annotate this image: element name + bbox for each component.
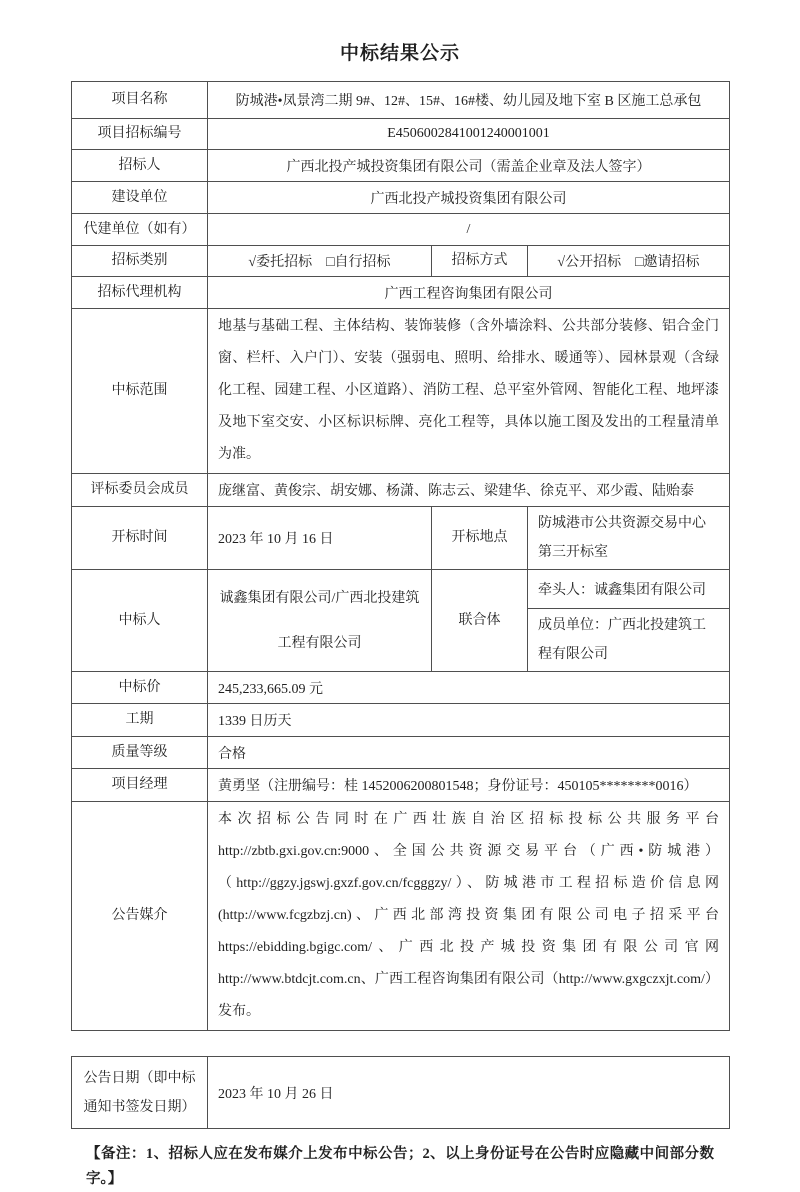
row-tender-category <box>72 246 730 277</box>
consortium-label: 联合体 <box>432 570 528 672</box>
remark-note: 【备注：1、招标人应在发布媒介上发布中标公告；2、以上身份证号在公告时应隐藏中间部分数字。】 <box>86 1146 714 1187</box>
announcement-media-value: 本次招标公告同时在广西壮族自治区招标投标公共服务平台http://zbtb.gxi.gov.cn:9000、全国公共资源交易平台（广西•防城港）（http://ggzy.jgswj.gxzf.gov.cn/fcgggzy/）、防城港市工程招标造价信息网(http://www.fcgzbzj.cn)、广西北部湾投资集团有限公司电子招采平台https://ebidding.bgigc.com/、广西北投产城投资集团有限公司官网http://www.btdcjt.com.cn、广西工程咨询集团有限公司（http://www.gxgczxjt.com/）发布。 <box>208 802 730 1031</box>
page-title: 中标结果公示 <box>339 42 460 64</box>
agent-unit-value: / <box>208 214 730 246</box>
row-announcement-date <box>72 1057 730 1129</box>
tender-method-label: 招标方式 <box>432 246 528 277</box>
bid-number-value: E4506002841001240001001 <box>208 119 730 150</box>
tenderer-label: 招标人 <box>72 150 208 182</box>
duration-label: 工期 <box>72 704 208 737</box>
scope-label: 中标范围 <box>72 309 208 474</box>
row-announcement-media <box>72 802 730 1031</box>
row-winner <box>72 570 730 609</box>
tender-category-label: 招标类别 <box>72 246 208 277</box>
row-project-name <box>72 82 730 119</box>
row-agent-unit <box>72 214 730 246</box>
row-bid-price <box>72 672 730 704</box>
bid-opening-time-value: 2023 年 10 月 16 日 <box>208 507 432 570</box>
tender-category-value: √委托招标 □自行招标 <box>208 246 432 277</box>
bid-opening-time-label: 开标时间 <box>72 507 208 570</box>
evaluation-committee-value: 庞继富、黄俊宗、胡安娜、杨潇、陈志云、梁建华、徐克平、邓少霞、陆贻泰 <box>208 474 730 507</box>
duration-value: 1339 日历天 <box>208 704 730 737</box>
bid-price-value: 245,233,665.09 元 <box>208 672 730 704</box>
quality-grade-value: 合格 <box>208 737 730 769</box>
project-name-label: 项目名称 <box>72 82 208 119</box>
bid-opening-place-label: 开标地点 <box>432 507 528 570</box>
bid-opening-place-value: 防城港市公共资源交易中心第三开标室 <box>528 507 730 570</box>
announcement-date-value: 2023 年 10 月 26 日 <box>208 1057 730 1129</box>
bid-result-table <box>71 81 730 1031</box>
row-construction-unit <box>72 182 730 214</box>
agency-value: 广西工程咨询集团有限公司 <box>208 277 730 309</box>
row-quality-grade <box>72 737 730 769</box>
row-tenderer <box>72 150 730 182</box>
announcement-date-table <box>71 1056 730 1129</box>
project-name-value: 防城港•凤景湾二期 9#、12#、15#、16#楼、幼儿园及地下室 B 区施工总承包 <box>208 82 730 119</box>
construction-unit-value: 广西北投产城投资集团有限公司 <box>208 182 730 214</box>
construction-unit-label: 建设单位 <box>72 182 208 214</box>
announcement-media-label: 公告媒介 <box>72 802 208 1031</box>
project-manager-label: 项目经理 <box>72 769 208 802</box>
scope-value: 地基与基础工程、主体结构、装饰装修（含外墙涂料、公共部分装修、铝合金门窗、栏杆、入户门）、安装（强弱电、照明、给排水、暖通等）、园林景观（含绿化工程、园建工程、小区道路）、消防工程、总平室外管网、智能化工程、地坪漆及地下室交安、小区标识标牌、亮化工程等，具体以施工图及发出的工程量清单为准。 <box>208 309 730 474</box>
table-gap <box>0 1031 800 1056</box>
row-bid-opening <box>72 507 730 570</box>
winner-label: 中标人 <box>72 570 208 672</box>
row-scope <box>72 309 730 474</box>
row-agency <box>72 277 730 309</box>
bid-price-label: 中标价 <box>72 672 208 704</box>
winner-value: 诚鑫集团有限公司/广西北投建筑工程有限公司 <box>208 570 432 672</box>
tender-method-value: √公开招标 □邀请招标 <box>528 246 730 277</box>
agency-label: 招标代理机构 <box>72 277 208 309</box>
row-project-manager <box>72 769 730 802</box>
row-bid-number <box>72 119 730 150</box>
tenderer-value: 广西北投产城投资集团有限公司（需盖企业章及法人签字） <box>208 150 730 182</box>
evaluation-committee-label: 评标委员会成员 <box>72 474 208 507</box>
quality-grade-label: 质量等级 <box>72 737 208 769</box>
bid-number-label: 项目招标编号 <box>72 119 208 150</box>
consortium-leader: 牵头人：诚鑫集团有限公司 <box>528 570 730 609</box>
row-evaluation-committee <box>72 474 730 507</box>
agent-unit-label: 代建单位（如有） <box>72 214 208 246</box>
project-manager-value: 黄勇坚（注册编号：桂 1452006200801548；身份证号：450105********0016） <box>208 769 730 802</box>
announcement-date-label: 公告日期（即中标通知书签发日期） <box>72 1057 208 1129</box>
consortium-member: 成员单位：广西北投建筑工程有限公司 <box>528 609 730 672</box>
row-duration <box>72 704 730 737</box>
